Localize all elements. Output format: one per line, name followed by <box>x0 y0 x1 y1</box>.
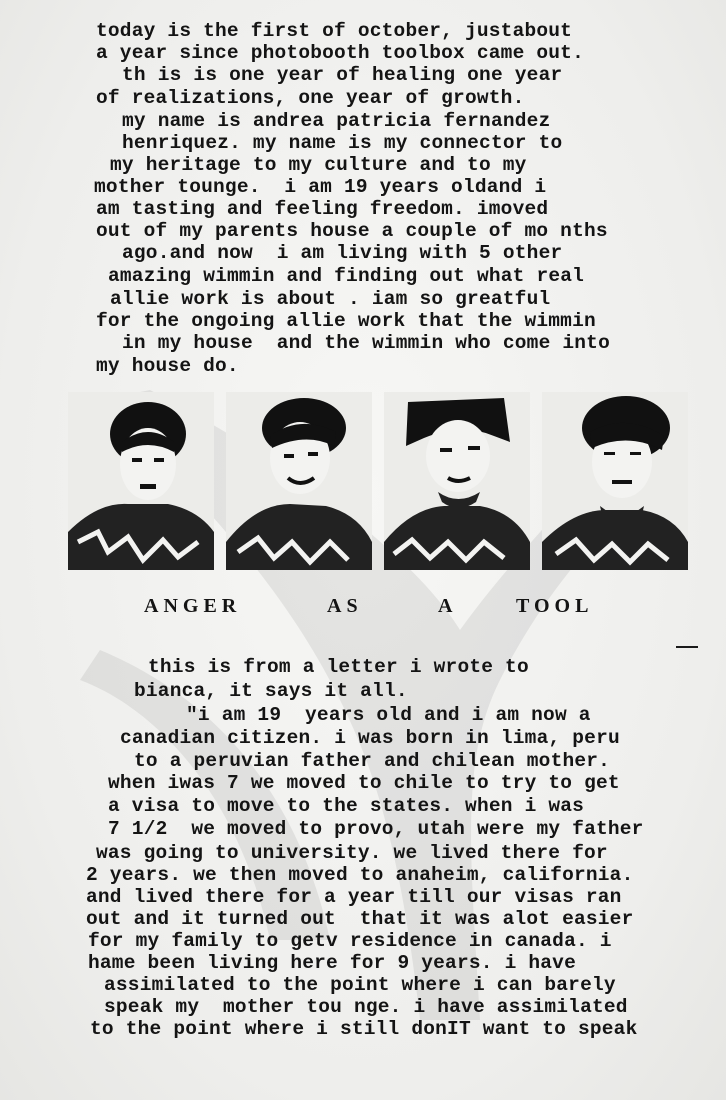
text-line: am tasting and feeling freedom. imoved <box>96 198 549 220</box>
text-line: and lived there for a year till our visas ran <box>86 886 622 908</box>
photo-portrait-4 <box>542 392 688 570</box>
caption-word-tool: TOOL <box>516 595 594 617</box>
text-line: henriquez. my name is my connector to <box>122 132 563 154</box>
text-line: bianca, it says it all. <box>134 680 408 702</box>
text-line: of realizations, one year of growth. <box>96 87 525 109</box>
text-line: in my house and the wimmin who come into <box>122 332 610 354</box>
text-line: 2 years. we then moved to anaheim, california. <box>86 864 634 886</box>
text-line: "i am 19 years old and i am now a <box>186 704 591 726</box>
text-line: ago.and now i am living with 5 other <box>122 242 563 264</box>
text-line: a year since photobooth toolbox came out. <box>96 42 584 64</box>
photo-portrait-1 <box>68 392 214 570</box>
edge-mark <box>676 646 698 648</box>
text-line: to a peruvian father and chilean mother. <box>134 750 611 772</box>
caption-word-as: AS <box>327 595 363 617</box>
text-line: speak my mother tou nge. i have assimilated <box>104 996 628 1018</box>
photo-portrait-3 <box>384 392 530 570</box>
text-line: assimilated to the point where i can barely <box>104 974 616 996</box>
text-line: allie work is about . iam so greatful <box>110 288 551 310</box>
text-line: my name is andrea patricia fernandez <box>122 110 551 132</box>
text-line: my house do. <box>96 355 239 377</box>
text-line: to the point where i still donIT want to speak <box>90 1018 638 1040</box>
text-line: hame been living here for 9 years. i have <box>88 952 576 974</box>
caption-word-anger: ANGER <box>144 595 242 617</box>
text-line: today is the first of october, justabout <box>96 20 573 42</box>
text-line: when iwas 7 we moved to chile to try to get <box>108 772 620 794</box>
text-line: mother tounge. i am 19 years oldand i <box>94 176 547 198</box>
text-line: th is is one year of healing one year <box>122 64 563 86</box>
photobooth-strip <box>68 392 688 582</box>
text-line: out and it turned out that it was alot easier <box>86 908 634 930</box>
text-line: for my family to getv residence in canada. i <box>88 930 612 952</box>
photo-portrait-2 <box>226 392 372 570</box>
text-line: was going to university. we lived there for <box>96 842 608 864</box>
caption-word-a: A <box>438 595 458 617</box>
text-line: my heritage to my culture and to my <box>110 154 527 176</box>
text-line: amazing wimmin and finding out what real <box>108 265 585 287</box>
text-line: 7 1/2 we moved to provo, utah were my father <box>108 818 644 840</box>
text-line: a visa to move to the states. when i was <box>108 795 585 817</box>
text-line: canadian citizen. i was born in lima, peru <box>120 727 620 749</box>
text-line: for the ongoing allie work that the wimmin <box>96 310 596 332</box>
text-line: this is from a letter i wrote to <box>148 656 529 678</box>
text-line: out of my parents house a couple of mo nths <box>96 220 608 242</box>
